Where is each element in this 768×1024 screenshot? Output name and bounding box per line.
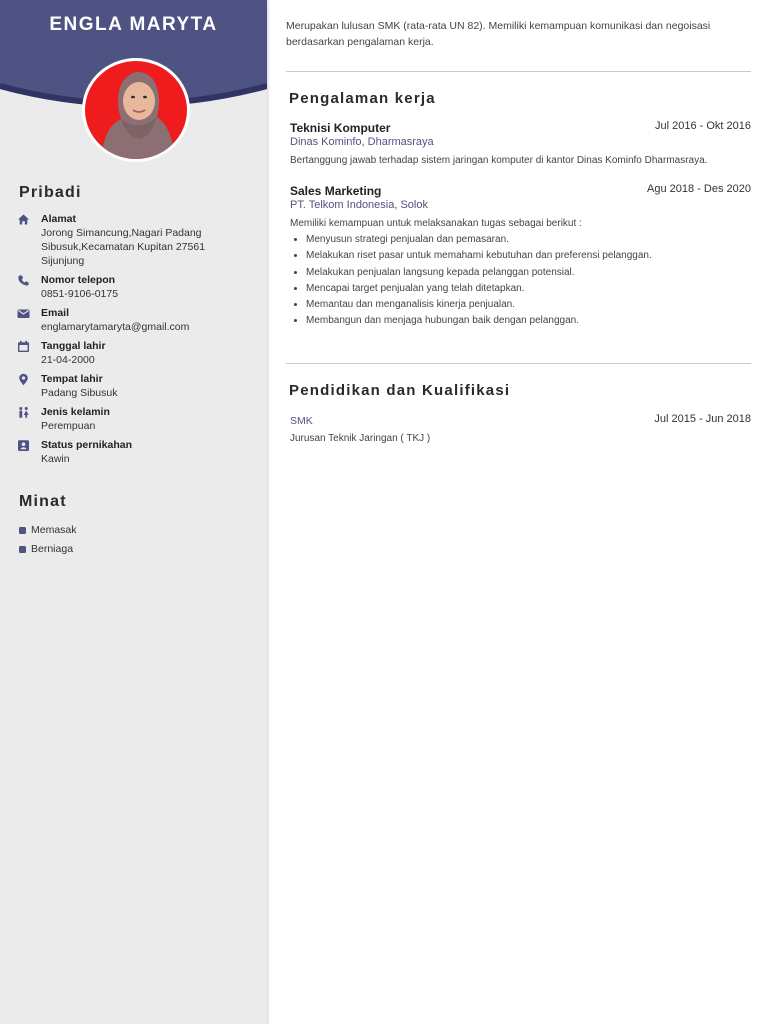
job-entry bbox=[290, 182, 751, 330]
mail-icon bbox=[17, 307, 30, 320]
birthplace-item bbox=[17, 372, 257, 400]
profile-summary: Merupakan lulusan SMK (rata-rata UN 82). Memiliki kemampuan komunikasi dan negoisasi berdasarkan pengalaman kerja. bbox=[286, 20, 711, 48]
education-entry bbox=[290, 411, 751, 444]
gender-icon bbox=[17, 406, 30, 419]
job-company: Dinas Kominfo, Dharmasraya bbox=[290, 136, 434, 148]
marital-status-value: Kawin bbox=[41, 453, 70, 465]
job-duty-item: • Melakukan penjualan langsung kepada pelanggan potensial. bbox=[306, 265, 751, 281]
education-section-title: Pendidikan dan Kualifikasi bbox=[289, 382, 511, 399]
profile-photo bbox=[81, 57, 191, 163]
education-date: Jul 2015 - Jun 2018 bbox=[654, 413, 751, 425]
hobbies-list bbox=[19, 523, 77, 561]
marital-status-label: Status pernikahan bbox=[41, 439, 133, 451]
job-description: Bertanggung jawab terhadap sistem jaringan komputer di kantor Dinas Kominfo Dharmasraya. bbox=[290, 155, 708, 166]
marital-status-item bbox=[17, 438, 257, 466]
hobby-item: Memasak bbox=[19, 523, 77, 537]
hobbies-section-title: Minat bbox=[19, 493, 67, 510]
education-major: Jurusan Teknik Jaringan ( TKJ ) bbox=[290, 433, 431, 444]
birthplace-label: Tempat lahir bbox=[41, 373, 103, 385]
job-date: Jul 2016 - Okt 2016 bbox=[654, 120, 751, 132]
address-label: Alamat bbox=[41, 213, 77, 225]
gender-value: Perempuan bbox=[41, 420, 96, 432]
birthdate-item bbox=[17, 339, 257, 367]
job-date: Agu 2018 - Des 2020 bbox=[647, 183, 751, 195]
phone-icon bbox=[17, 274, 30, 287]
email-label: Email bbox=[41, 307, 70, 319]
job-duty-item: • Memantau dan menganalisis kinerja penjualan. bbox=[306, 297, 751, 313]
birthdate-value: 21-04-2000 bbox=[41, 354, 95, 366]
birthdate-label: Tanggal lahir bbox=[41, 340, 106, 352]
gender-item bbox=[17, 405, 257, 433]
personal-section-title: Pribadi bbox=[19, 184, 82, 201]
address-value: Jorong Simancung,Nagari Padang Sibusuk,Kecamatan Kupitan 27561 Sijunjung bbox=[41, 227, 206, 267]
job-duties-list bbox=[290, 232, 751, 330]
job-title: Sales Marketing bbox=[290, 184, 382, 198]
personal-info-list bbox=[17, 212, 257, 471]
experience-section-title: Pengalaman kerja bbox=[289, 90, 436, 107]
calendar-icon bbox=[17, 340, 30, 353]
divider bbox=[286, 71, 751, 72]
address-item bbox=[17, 212, 257, 268]
email-item bbox=[17, 306, 257, 334]
job-title: Teknisi Komputer bbox=[290, 121, 391, 135]
education-degree: SMK bbox=[290, 415, 313, 427]
job-duty-item: • Melakukan riset pasar untuk memahami kebutuhan dan preferensi pelanggan. bbox=[306, 248, 751, 264]
job-duty-item: • Menyusun strategi penjualan dan pemasaran. bbox=[306, 232, 751, 248]
job-description: Memiliki kemampuan untuk melaksanakan tugas sebagai berikut : bbox=[290, 218, 582, 229]
job-entry bbox=[290, 119, 751, 168]
divider bbox=[286, 363, 751, 364]
job-duty-item: • Mencapai target penjualan yang telah ditetapkan. bbox=[306, 281, 751, 297]
job-company: PT. Telkom Indonesia, Solok bbox=[290, 199, 428, 211]
profile-name: ENGLA MARYTA bbox=[49, 14, 218, 35]
phone-item bbox=[17, 273, 257, 301]
hobby-item: Berniaga bbox=[19, 542, 77, 556]
gender-label: Jenis kelamin bbox=[41, 406, 110, 418]
location-pin-icon bbox=[17, 373, 30, 386]
birthplace-value: Padang Sibusuk bbox=[41, 387, 118, 399]
phone-value: 0851-9106-0175 bbox=[41, 288, 119, 300]
email-value: englamarytamaryta@gmail.com bbox=[41, 321, 190, 333]
sidebar bbox=[0, 0, 267, 1024]
id-badge-icon bbox=[17, 439, 30, 452]
job-duty-item: • Membangun dan menjaga hubungan baik dengan pelanggan. bbox=[306, 313, 751, 329]
phone-label: Nomor telepon bbox=[41, 274, 116, 286]
home-icon bbox=[17, 213, 30, 226]
